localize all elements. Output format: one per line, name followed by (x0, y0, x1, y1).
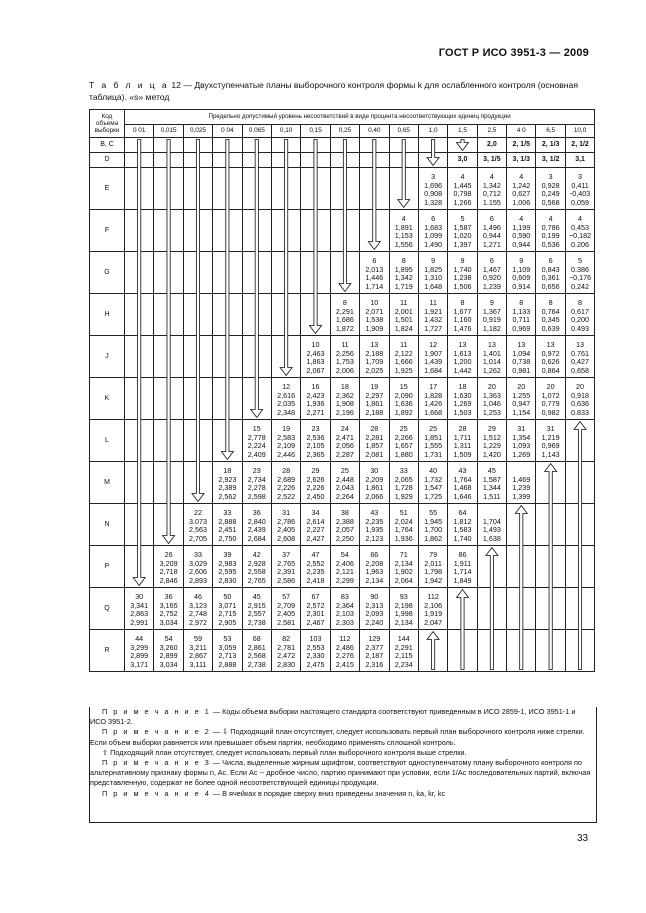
plan-cell (271, 252, 300, 294)
plan-cell: 45 2,915 2,557 2,738 (242, 588, 271, 630)
plan-cell: 93 2,198 1,998 2,134 (389, 588, 418, 630)
plan-cell (301, 138, 330, 153)
plan-cell: 5 0.386 −0,176 0,242 (565, 252, 594, 294)
plan-cell (448, 588, 477, 630)
plan-cell: 19 2,297 1,861 2,188 (360, 378, 389, 420)
plan-cell (565, 588, 594, 630)
aql-level: 1,0 (418, 125, 447, 138)
plan-cell (125, 252, 154, 294)
header-aql-group: Предельно допустимый уровень несоответствий в виде процента несоответствующих единиц продукции (125, 110, 595, 125)
plan-cell (125, 420, 154, 462)
plan-cell (271, 138, 300, 153)
plan-cell: 42 2,928 2,558 2,765 (242, 546, 271, 588)
plan-cell: 46 3,123 2,748 2,972 (183, 588, 212, 630)
plan-cell: 20 1,072 0,779 0,982 (536, 378, 565, 420)
plan-cell (213, 138, 242, 153)
note-2-up: ⇧ Подходящий план отсутствует, следует использовать первый план выборочного контроля выше стрелки. (102, 747, 467, 757)
note-2: П р и м е ч а н и е 2 — ⇩ Подходящий план отсутствует, следует использовать первый план выборочного контроля ниже стрелки. Если объем выборки равняется или превышает объем партии, необходимо применять сплошной контроль. (90, 727, 585, 747)
plan-cell: 24 2,471 2,056 2,287 (330, 420, 359, 462)
plan-cell: 82 2,781 2,472 2,830 (271, 630, 300, 672)
plan-cell (242, 252, 271, 294)
plan-cell (213, 294, 242, 336)
table-row (90, 546, 595, 588)
plan-cell: 6 1,496 0,944 1,271 (477, 210, 506, 252)
plan-cell: 53 3,059 2,713 2,888 (213, 630, 242, 672)
sample-size-code: R (90, 630, 125, 672)
plan-cell (242, 336, 271, 378)
plan-cell: 112 2,486 2,276 2,415 (330, 630, 359, 672)
plan-cell (477, 630, 506, 672)
plan-cell: 8 2,291 1,686 1,872 (330, 294, 359, 336)
plan-cell (565, 546, 594, 588)
plan-cell (183, 252, 212, 294)
plan-cell (389, 168, 418, 210)
plan-cell (154, 420, 183, 462)
plan-cell: 37 2,765 2,391 2,586 (271, 546, 300, 588)
plan-cell (154, 210, 183, 252)
plan-cell: 129 2,377 2,187 2,316 (360, 630, 389, 672)
aql-level: 0,40 (360, 125, 389, 138)
aql-level: 0,015 (154, 125, 183, 138)
aql-level: 0,10 (271, 125, 300, 138)
plan-cell: 3,0 (448, 153, 477, 168)
plan-cell: 13 1,094 0,738 0,981 (507, 336, 536, 378)
plan-cell: 28 1,711 1,311 1,509 (448, 420, 477, 462)
plan-cell (125, 546, 154, 588)
table-row (90, 630, 595, 672)
plan-cell: 33 2,065 1,728 1,929 (389, 462, 418, 504)
plan-cell: 4 1,199 0,590 0,944 (507, 210, 536, 252)
plan-cell (360, 138, 389, 153)
plan-cell: 68 2,861 2,568 2,738 (242, 630, 271, 672)
plan-cell (125, 153, 154, 168)
plan-cell: 23 2,734 2,278 2,598 (242, 462, 271, 504)
sample-size-code: M (90, 462, 125, 504)
plan-cell (183, 462, 212, 504)
plan-cell (565, 630, 594, 672)
plan-cell (271, 153, 300, 168)
plan-cell: 13 0.761 0,427 0,658 (565, 336, 594, 378)
plan-cell: 17 1,828 1,426 1,668 (418, 378, 447, 420)
plan-cell: 40 1,732 1,547 1,725 (418, 462, 447, 504)
plan-cell: 13 0,972 0,626 0,864 (536, 336, 565, 378)
plan-cell: 90 2,313 2,093 2,240 (360, 588, 389, 630)
plan-cell (213, 420, 242, 462)
plan-cell: 4 1,891 1,153 1,556 (389, 210, 418, 252)
plan-cell (242, 153, 271, 168)
plan-cell (418, 630, 447, 672)
aql-level: 0 01 (125, 125, 154, 138)
aql-level: 0,025 (183, 125, 212, 138)
plan-cell: 8 1,677 1,160 1,476 (448, 294, 477, 336)
plan-cell: 13 1,401 1,014 1,262 (477, 336, 506, 378)
plan-cell: 71 2,134 1,902 2,064 (389, 546, 418, 588)
plan-cell (271, 210, 300, 252)
plan-cell: 31 2,786 2,405 2,608 (271, 504, 300, 546)
plan-cell: 2,0 (477, 138, 506, 153)
plan-cell: 4 0,453 −0,182 0.206 (565, 210, 594, 252)
plan-cell: 8 0,764 0,345 0,639 (536, 294, 565, 336)
plan-cell (242, 138, 271, 153)
plan-cell: 9 1,825 1,310 1,648 (418, 252, 447, 294)
aql-level: 6,5 (536, 125, 565, 138)
sample-size-code: H (90, 294, 125, 336)
note-3: П р и м е ч а н и е 3 — Числа, выделенные жирным шрифтом, соответствуют одноступенчатому плану выборочного контроля по альтернативному признаку формы n, Ac. Если Ac -- дробное число, партию принимают при условии, если 1/Ac последовательных партий, включая представленную, содержат не более одной несоответствующей единицы продукции. (90, 758, 591, 788)
plan-cell: 6 0,843 0,361 0,656 (536, 252, 565, 294)
plan-cell (154, 153, 183, 168)
document-header: ГОСТ Р ИСО 3951-3 — 2009 (438, 47, 589, 59)
plan-cell (183, 294, 212, 336)
plan-cell: 9 1,740 1,238 1,506 (448, 252, 477, 294)
sampling-plan-table (89, 109, 595, 672)
plan-cell: 36 2,840 2,439 2,684 (242, 504, 271, 546)
plan-cell: 30 3,341 2,863 2,991 (125, 588, 154, 630)
plan-cell (330, 168, 359, 210)
plan-cell: 4 0,786 0,199 0,536 (536, 210, 565, 252)
plan-cell: 16 2,423 1,936 2,271 (301, 378, 330, 420)
table-row (90, 462, 595, 504)
plan-cell: 79 2,011 1,798 1,942 (418, 546, 447, 588)
plan-cell: 39 2,983 2,595 2,830 (213, 546, 242, 588)
plan-cell: 55 1,945 1,700 1,862 (418, 504, 447, 546)
plan-cell: 2, 1/5 (507, 138, 536, 153)
plan-cell: 10 2,463 1,863 2,067 (301, 336, 330, 378)
plan-cell: 23 2,536 2,105 2,365 (301, 420, 330, 462)
plan-cell (183, 138, 212, 153)
sample-size-code: Q (90, 588, 125, 630)
plan-cell: 15 2,778 2,224 2,409 (242, 420, 271, 462)
plan-cell (154, 336, 183, 378)
plan-cell: 64 1,812 1,583 1,740 (448, 504, 477, 546)
table-row (90, 588, 595, 630)
table-row (90, 420, 595, 462)
plan-cell: 25 1,851 1,555 1,731 (418, 420, 447, 462)
plan-cell: 4 1,342 0,712 1.155 (477, 168, 506, 210)
plan-cell: 44 3,299 2,899 3,171 (125, 630, 154, 672)
sample-size-code: P (90, 546, 125, 588)
plan-cell (125, 168, 154, 210)
plan-cell (183, 378, 212, 420)
plan-cell: 28 2,689 2,226 2,522 (271, 462, 300, 504)
plan-cell: 3 0,411 -0,403 0,059 (565, 168, 594, 210)
plan-cell: 1,704 1,493 1,638 (477, 504, 506, 546)
plan-cell (154, 252, 183, 294)
plan-cell (154, 378, 183, 420)
table-caption (89, 79, 589, 103)
plan-cell: 10 2,071 1,538 1,909 (360, 294, 389, 336)
caption-prefix: Т а б л и ц а (89, 80, 169, 90)
sample-size-code: E (90, 168, 125, 210)
plan-cell: 50 3,071 2,715 2,905 (213, 588, 242, 630)
plan-cell: 22 3.073 2,563 2,705 (183, 504, 212, 546)
sample-size-code: B, C (90, 138, 125, 153)
plan-cell: 54 2,406 2,121 2,299 (330, 546, 359, 588)
plan-cell (330, 138, 359, 153)
table-row (90, 168, 595, 210)
plan-cell (360, 153, 389, 168)
plan-cell (125, 462, 154, 504)
plan-cell: 59 3,211 2,867 3,111 (183, 630, 212, 672)
plan-cell: 30 2,209 1,861 2,066 (360, 462, 389, 504)
header-code: Код объема выборки (90, 110, 125, 138)
plan-cell (448, 138, 477, 153)
plan-cell (389, 153, 418, 168)
plan-cell: 12 1,907 1,439 1,684 (418, 336, 447, 378)
plan-cell (565, 462, 594, 504)
plan-cell: 54 3,260 2,899 3,034 (154, 630, 183, 672)
plan-cell (301, 168, 330, 210)
plan-cell (330, 153, 359, 168)
plan-cell (330, 252, 359, 294)
plan-cell: 6 2,013 1,446 1,714 (360, 252, 389, 294)
aql-level: 2,5 (477, 125, 506, 138)
plan-cell (242, 294, 271, 336)
plan-cell: 57 2,709 2,405 2,581 (271, 588, 300, 630)
aql-level: 0 04 (213, 125, 242, 138)
plan-cell: 36 3,165 2,752 3,034 (154, 588, 183, 630)
plan-cell: 29 2,626 2,226 2,450 (301, 462, 330, 504)
plan-cell (389, 138, 418, 153)
note-1: П р и м е ч а н и е 1 — Коды объема выборки настоящего стандарта соответствуют приведенным в ИСО 2859-1, ИСО 3951-1 и ИСО 3951-2. (90, 707, 576, 727)
plan-cell: 3,1 (565, 153, 594, 168)
plan-cell: 18 2,362 1,908 2,196 (330, 378, 359, 420)
table-row (90, 294, 595, 336)
plan-cell (213, 378, 242, 420)
plan-cell (301, 153, 330, 168)
plan-cell: 20 1.255 0,947 1,154 (507, 378, 536, 420)
plan-cell: 13 1,613 1,200 1,442 (448, 336, 477, 378)
plan-cell (477, 588, 506, 630)
plan-cell (154, 168, 183, 210)
plan-cell (536, 546, 565, 588)
plan-cell: 2, 1/3 (536, 138, 565, 153)
plan-cell: 19 2,583 2,109 2,446 (271, 420, 300, 462)
plan-cell: 8 0,617 0,200 0.493 (565, 294, 594, 336)
plan-cell (242, 168, 271, 210)
plan-cell (477, 546, 506, 588)
plan-cell: 25 2,448 2,043 2,264 (330, 462, 359, 504)
aql-level: 0,15 (301, 125, 330, 138)
page-number: 33 (577, 833, 589, 844)
plan-cell: 9 1,109 0,609 0,914 (507, 252, 536, 294)
note-4: П р и м е ч а н и е 4 — В ячейках в порядке сверху вниз приведены значения n, ka, kr, kc (102, 788, 446, 798)
plan-cell (125, 210, 154, 252)
plan-cell: 20 0,918 0,636 0.833 (565, 378, 594, 420)
plan-cell: 47 2,552 2,235 2,418 (301, 546, 330, 588)
plan-cell (183, 420, 212, 462)
plan-cell: 6 1,467 0,920 1,239 (477, 252, 506, 294)
plan-cell: 33 2,888 2,451 2,750 (213, 504, 242, 546)
plan-cell (301, 294, 330, 336)
plan-cell: 43 2,235 1,935 2,123 (360, 504, 389, 546)
plan-cell (360, 168, 389, 210)
plan-cell (183, 168, 212, 210)
plan-cell (213, 168, 242, 210)
plan-cell: 3 1,696 0,908 1,328 (418, 168, 447, 210)
sample-size-code: G (90, 252, 125, 294)
plan-cell (565, 504, 594, 546)
plan-cell (213, 336, 242, 378)
plan-cell (536, 630, 565, 672)
plan-cell (154, 294, 183, 336)
aql-level: 0,065 (242, 125, 271, 138)
plan-cell (154, 138, 183, 153)
plan-cell: 25 2,266 1,657 1,880 (389, 420, 418, 462)
plan-cell: 6 1,683 1,099 1,490 (418, 210, 447, 252)
plan-cell: 66 2,208 1,963 2,134 (360, 546, 389, 588)
plan-cell (301, 210, 330, 252)
plan-cell (507, 588, 536, 630)
plan-cell: 15 2,090 1,636 1,892 (389, 378, 418, 420)
plan-cell (125, 294, 154, 336)
plan-cell: 112 2,106 1,919 2,047 (418, 588, 447, 630)
plan-cell: 29 1,512 1,229 1,420 (477, 420, 506, 462)
plan-cell: 103 2,553 2,330 2,475 (301, 630, 330, 672)
plan-cell (154, 462, 183, 504)
plan-cell: 26 3,209 2,718 2,846 (154, 546, 183, 588)
plan-cell (213, 153, 242, 168)
plan-cell: 1,469 1,239 1,399 (507, 462, 536, 504)
plan-cell (125, 378, 154, 420)
plan-cell: 34 2,614 2,227 2,427 (301, 504, 330, 546)
sample-size-code: L (90, 420, 125, 462)
table-row (90, 210, 595, 252)
plan-cell: 43 1,764 1,468 1,646 (448, 462, 477, 504)
plan-cell (507, 630, 536, 672)
plan-cell (330, 210, 359, 252)
plan-cell: 9 1,367 0,919 1,182 (477, 294, 506, 336)
plan-cell: 38 2,388 2,057 2,250 (330, 504, 359, 546)
plan-cell: 18 1,630 1,269 1,503 (448, 378, 477, 420)
plan-cell: 12 2,616 2,035 2,348 (271, 378, 300, 420)
plan-cell (154, 504, 183, 546)
plan-cell (125, 504, 154, 546)
plan-cell: 4 1,242 0,627 1,006 (507, 168, 536, 210)
plan-cell (536, 504, 565, 546)
plan-cell (360, 210, 389, 252)
plan-cell (507, 504, 536, 546)
plan-cell: 3, 1/2 (536, 153, 565, 168)
plan-cell: 83 2,364 2,103 2,303 (330, 588, 359, 630)
aql-level: 0,25 (330, 125, 359, 138)
plan-cell: 144 2,291 2,115 2,234 (389, 630, 418, 672)
plan-cell (213, 210, 242, 252)
plan-cell: 20 1,363 1,046 1,253 (477, 378, 506, 420)
plan-cell (271, 294, 300, 336)
sample-size-code: N (90, 504, 125, 546)
plan-cell: 2, 1/2 (565, 138, 594, 153)
plan-cell (213, 252, 242, 294)
sample-size-code: D (90, 153, 125, 168)
plan-cell: 3, 1/3 (507, 153, 536, 168)
sample-size-code: K (90, 378, 125, 420)
plan-cell: 8 1,133 0,711 0,969 (507, 294, 536, 336)
plan-cell: 31 1,219 0,969 1,143 (536, 420, 565, 462)
plan-cell: 8 1,895 1,342 1,719 (389, 252, 418, 294)
plan-cell: 11 1,921 1,432 1,727 (418, 294, 447, 336)
plan-cell: 3 0,928 0,249 0,568 (536, 168, 565, 210)
plan-cell: 18 2,923 2,389 2,562 (213, 462, 242, 504)
plan-cell: 13 2,188 1,709 2,025 (360, 336, 389, 378)
table-row (90, 378, 595, 420)
caption-text: 12 — Двухступенчатые планы выборочного контроля формы k для ослабленного контроля (основная таблица). «s» метод (89, 80, 578, 102)
plan-cell: 4 1,445 0,798 1,266 (448, 168, 477, 210)
sample-size-code: F (90, 210, 125, 252)
table-row (90, 138, 595, 153)
plan-cell (271, 336, 300, 378)
aql-level: 10,0 (565, 125, 594, 138)
sample-size-code: J (90, 336, 125, 378)
plan-cell (448, 630, 477, 672)
plan-cell: 11 2,256 1,753 2,006 (330, 336, 359, 378)
plan-cell: 67 2,572 2,301 2,467 (301, 588, 330, 630)
plan-cell (125, 336, 154, 378)
notes-box (89, 707, 597, 823)
plan-cell (418, 138, 447, 153)
plan-cell: 33 3,029 2,606 2,893 (183, 546, 212, 588)
plan-cell (301, 252, 330, 294)
plan-cell (183, 210, 212, 252)
plan-cell (242, 210, 271, 252)
table-row (90, 153, 595, 168)
plan-cell (507, 546, 536, 588)
plan-cell (418, 153, 447, 168)
plan-cell (242, 378, 271, 420)
plan-cell: 11 2,001 1,501 1,824 (389, 294, 418, 336)
plan-cell: 51 2,024 1,764 1,936 (389, 504, 418, 546)
plan-cell (271, 168, 300, 210)
aql-level: 0,65 (389, 125, 418, 138)
aql-level: 4 0 (507, 125, 536, 138)
aql-level: 1,5 (448, 125, 477, 138)
plan-cell: 5 1,587 1,020 1,397 (448, 210, 477, 252)
plan-cell: 45 1,587 1,344 1,511 (477, 462, 506, 504)
plan-cell: 3, 1/5 (477, 153, 506, 168)
plan-cell: 28 2,281 1,857 2,081 (360, 420, 389, 462)
plan-cell (125, 138, 154, 153)
table-row (90, 336, 595, 378)
plan-cell (183, 153, 212, 168)
plan-cell (565, 420, 594, 462)
table-row (90, 504, 595, 546)
table-row (90, 252, 595, 294)
plan-cell (183, 336, 212, 378)
plan-cell: 31 1,354 1,093 1,269 (507, 420, 536, 462)
plan-cell (536, 588, 565, 630)
plan-cell (536, 462, 565, 504)
plan-cell: 11 2,122 1,666 1,925 (389, 336, 418, 378)
plan-cell: 86 1,911 1,714 1,849 (448, 546, 477, 588)
